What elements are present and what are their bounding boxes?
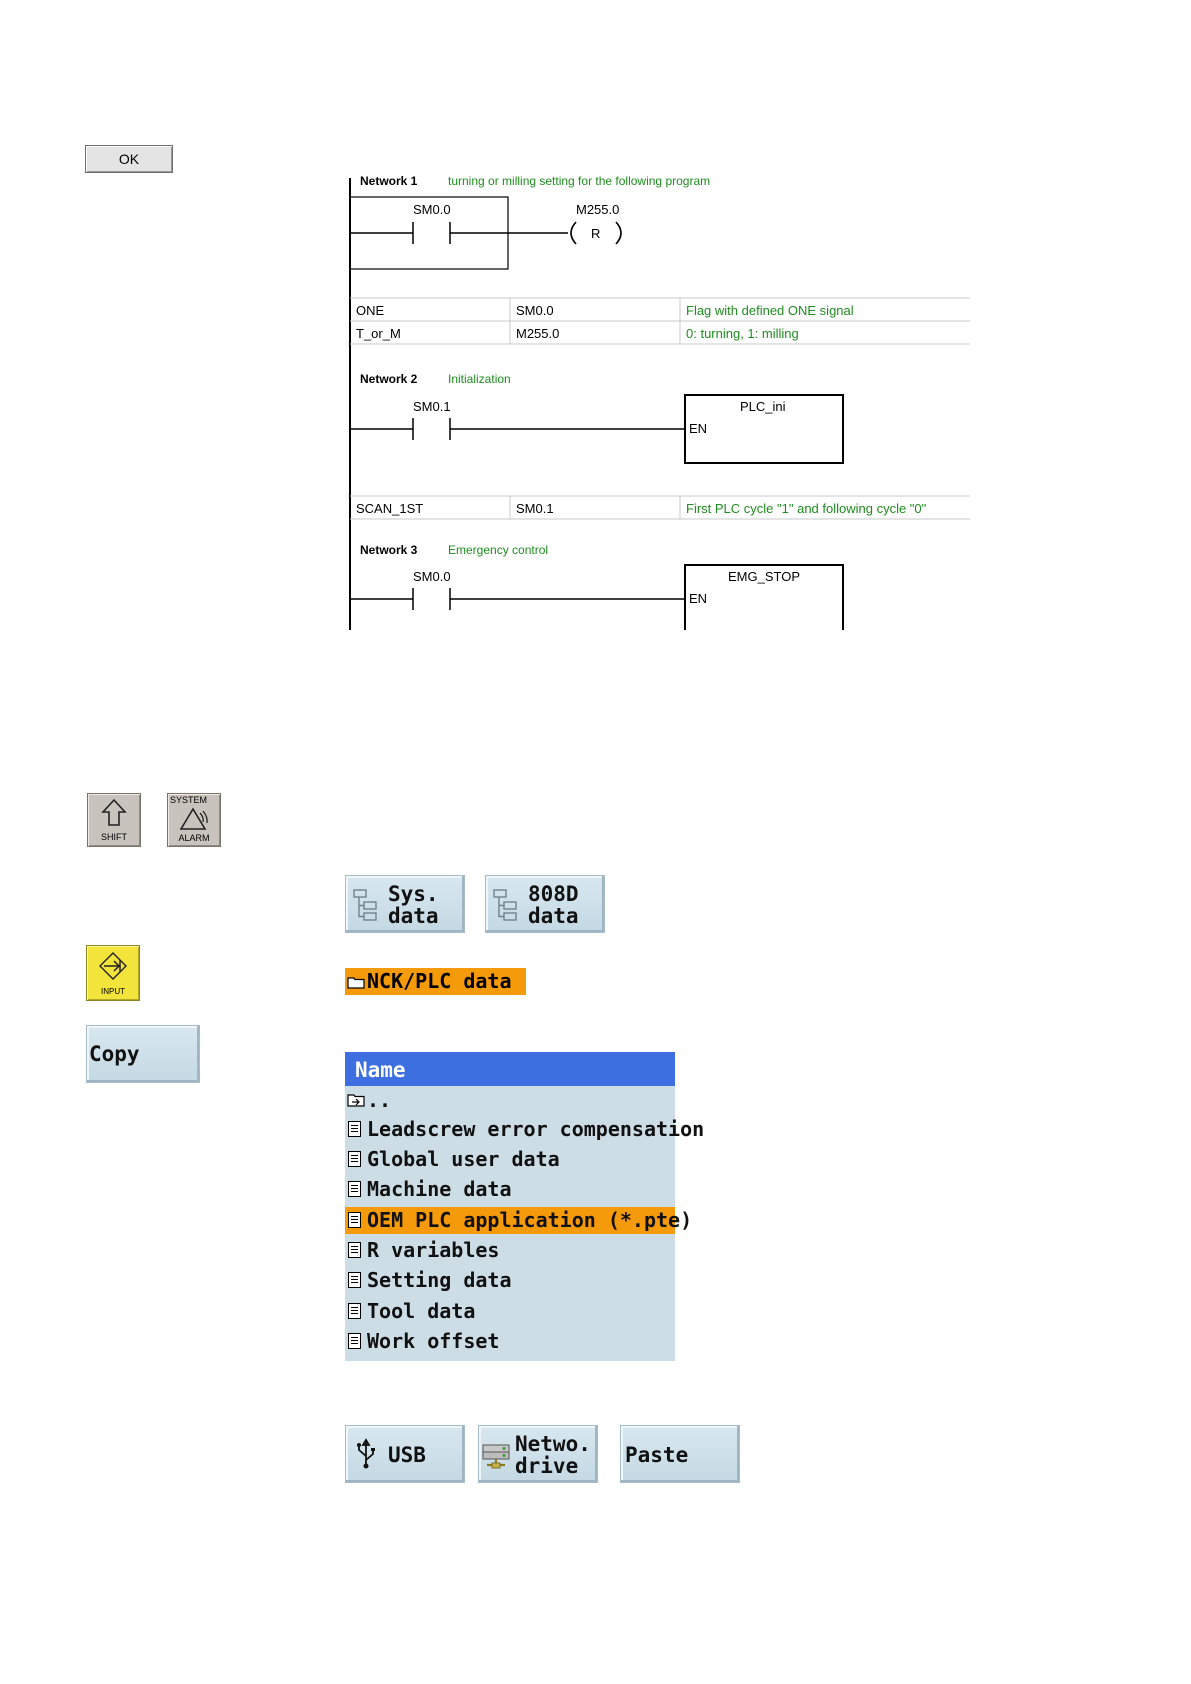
folder-up-icon [347, 1093, 367, 1107]
input-key[interactable] [86, 945, 140, 1001]
list-item[interactable] [345, 1176, 675, 1203]
network1-comment: turning or milling setting for the following program [448, 174, 711, 188]
symtab-cell: ONE [356, 303, 385, 318]
list-item-label: Tool data [367, 1299, 476, 1323]
system-alarm-key[interactable] [167, 793, 221, 847]
plc-ini-label: PLC_ini [740, 399, 786, 414]
list-item[interactable] [345, 1328, 675, 1355]
network3-title: Network 3 [360, 543, 418, 557]
list-item-label: Leadscrew error compensation [367, 1117, 705, 1141]
symtab-cell: T_or_M [356, 326, 401, 341]
network2-title: Network 2 [360, 372, 418, 386]
parent-dir-row[interactable] [345, 1087, 675, 1114]
symtab-cell: 0: turning, 1: milling [686, 326, 799, 341]
list-item[interactable] [345, 1267, 675, 1294]
coil-left [571, 222, 576, 244]
list-item[interactable] [345, 1116, 705, 1143]
document-icon [348, 1181, 361, 1197]
symtab-cell: Flag with defined ONE signal [686, 303, 854, 318]
list-item[interactable] [345, 1237, 675, 1264]
document-icon [348, 1242, 361, 1258]
file-list-header[interactable] [345, 1052, 675, 1086]
sys-data-line1: Sys. [388, 882, 439, 906]
paste-softkey[interactable] [620, 1425, 740, 1483]
shift-key-label: SHIFT [101, 832, 127, 842]
input-arrow-icon [98, 951, 128, 981]
document-icon [348, 1333, 361, 1349]
coil-right [616, 222, 621, 244]
folder-icon [347, 976, 365, 989]
808d-data-line1: 808D [528, 882, 579, 906]
network2-comment: Initialization [448, 372, 511, 386]
808d-data-line2: data [528, 904, 579, 928]
sys-data-line2: data [388, 904, 439, 928]
network3-comment: Emergency control [448, 543, 549, 557]
copy-label: Copy [89, 1042, 140, 1066]
coil-type: R [591, 226, 601, 241]
emg-stop-label: EMG_STOP [728, 569, 801, 584]
symtab-cell: SM0.1 [516, 501, 554, 516]
parent-dir-label: .. [367, 1088, 392, 1112]
document-icon [348, 1212, 361, 1228]
copy-softkey[interactable] [86, 1025, 200, 1083]
symtab-cell: First PLC cycle "1" and following cycle "0" [686, 501, 927, 516]
list-item[interactable] [345, 1146, 675, 1173]
alarm-label: ALARM [178, 833, 210, 843]
system-label: SYSTEM [170, 795, 208, 805]
file-list[interactable] [345, 1052, 705, 1361]
network1-title: Network 1 [360, 174, 418, 188]
symtab-cell: SM0.0 [516, 303, 554, 318]
alarm-triangle-icon [180, 807, 210, 831]
ok-button[interactable]: OK [85, 145, 173, 173]
network3-contact-label: SM0.0 [413, 569, 451, 584]
usb-icon [354, 1438, 378, 1470]
paste-label: Paste [625, 1443, 689, 1467]
list-item-label: Work offset [367, 1329, 500, 1353]
path-label: NCK/PLC data [367, 969, 512, 993]
en-label: EN [689, 591, 708, 606]
list-item-label: OEM PLC application (*.pte) [367, 1208, 693, 1232]
document-icon [348, 1121, 361, 1137]
en-label: EN [689, 421, 708, 436]
network-drive-icon [481, 1440, 513, 1470]
symbol-table-1 [350, 298, 970, 344]
shift-arrow-icon [101, 798, 127, 828]
sys-data-softkey[interactable] [345, 875, 465, 933]
tree-icon [492, 888, 520, 922]
symtab-cell: SCAN_1ST [356, 501, 424, 516]
network1-coil-label: M255.0 [576, 202, 620, 217]
list-item-selected[interactable] [345, 1207, 693, 1234]
document-icon [348, 1151, 361, 1167]
input-key-label: INPUT [101, 987, 125, 996]
ladder-diagram [340, 170, 970, 630]
network-drive-line2: drive [515, 1454, 579, 1478]
list-item[interactable] [345, 1298, 675, 1325]
network-drive-softkey[interactable] [478, 1425, 598, 1483]
document-icon [348, 1303, 361, 1319]
808d-data-softkey[interactable] [485, 875, 605, 933]
path-bar [345, 968, 526, 995]
usb-label: USB [388, 1443, 426, 1467]
list-item-label: Machine data [367, 1177, 512, 1201]
symtab-cell: M255.0 [516, 326, 560, 341]
tree-icon [352, 888, 380, 922]
network-drive-line1: Netwo. [515, 1432, 591, 1456]
usb-softkey[interactable] [345, 1425, 465, 1483]
document-icon [348, 1272, 361, 1288]
network1-contact-label: SM0.0 [413, 202, 451, 217]
list-item-label: Global user data [367, 1147, 560, 1171]
shift-key[interactable] [87, 793, 141, 847]
network2-contact-label: SM0.1 [413, 399, 451, 414]
name-column-header: Name [355, 1058, 406, 1082]
list-item-label: Setting data [367, 1268, 512, 1292]
list-item-label: R variables [367, 1238, 500, 1262]
